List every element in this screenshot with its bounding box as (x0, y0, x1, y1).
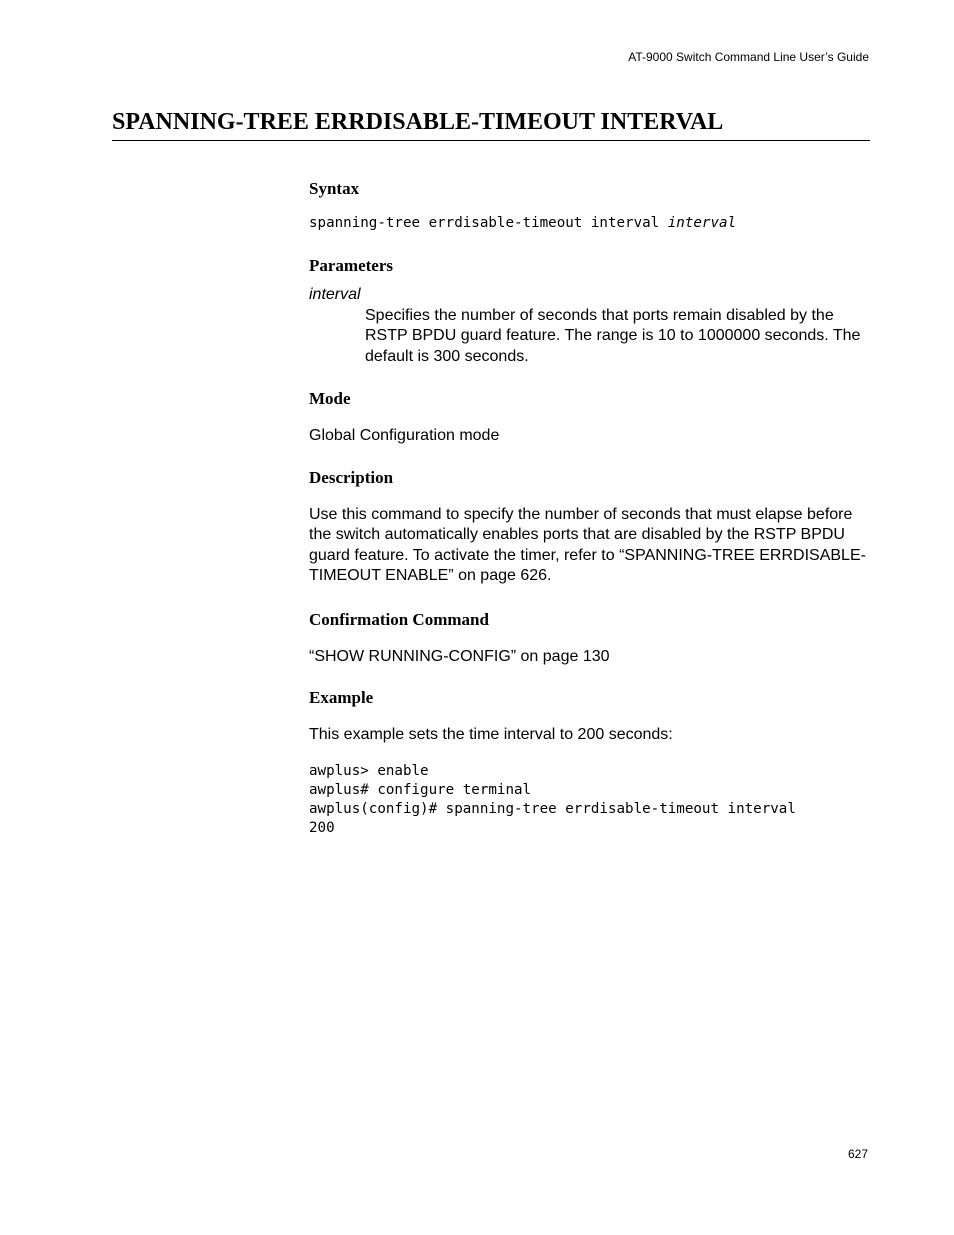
code-line: awplus> enable (309, 762, 429, 779)
example-heading: Example (309, 688, 374, 707)
example-code-block (309, 762, 871, 838)
syntax-command-param: interval (667, 215, 737, 231)
code-line: awplus(config)# spanning-tree errdisable-timeout interval (309, 800, 796, 817)
confirmation-text: “SHOW RUNNING-CONFIG” on page 130 (309, 647, 610, 665)
param-name: interval (309, 286, 361, 303)
code-line: 200 (309, 819, 335, 836)
code-line: awplus# configure terminal (309, 781, 532, 798)
parameters-heading: Parameters (309, 256, 394, 275)
mode-heading: Mode (309, 389, 351, 408)
syntax-command-text: spanning-tree errdisable-timeout interval (309, 215, 668, 231)
mode-text: Global Configuration mode (309, 427, 500, 444)
running-header: AT-9000 Switch Command Line User’s Guide (628, 50, 869, 64)
example-intro: This example sets the time interval to 200 seconds: (309, 726, 673, 743)
confirmation-heading: Confirmation Command (309, 609, 489, 629)
description-text: Use this command to specify the number of seconds that must elapse before the switch automatically enables ports that are disabled by the RSTP BPDU guard feature. To activate the timer, refer to “SPANNING-TREE ERRDISABLE-TIMEOUT ENABLE” on page 626. (309, 505, 866, 584)
syntax-heading: Syntax (309, 179, 360, 198)
content-body (309, 178, 871, 838)
page-number: 627 (847, 1147, 868, 1161)
page-title: SPANNING-TREE ERRDISABLE-TIMEOUT INTERVAL (112, 108, 870, 141)
syntax-command (309, 214, 871, 233)
param-description: Specifies the number of seconds that ports remain disabled by the RSTP BPDU guard feature. The range is 10 to 1000000 seconds. The default is 300 seconds. (365, 306, 861, 365)
description-heading: Description (309, 467, 394, 487)
